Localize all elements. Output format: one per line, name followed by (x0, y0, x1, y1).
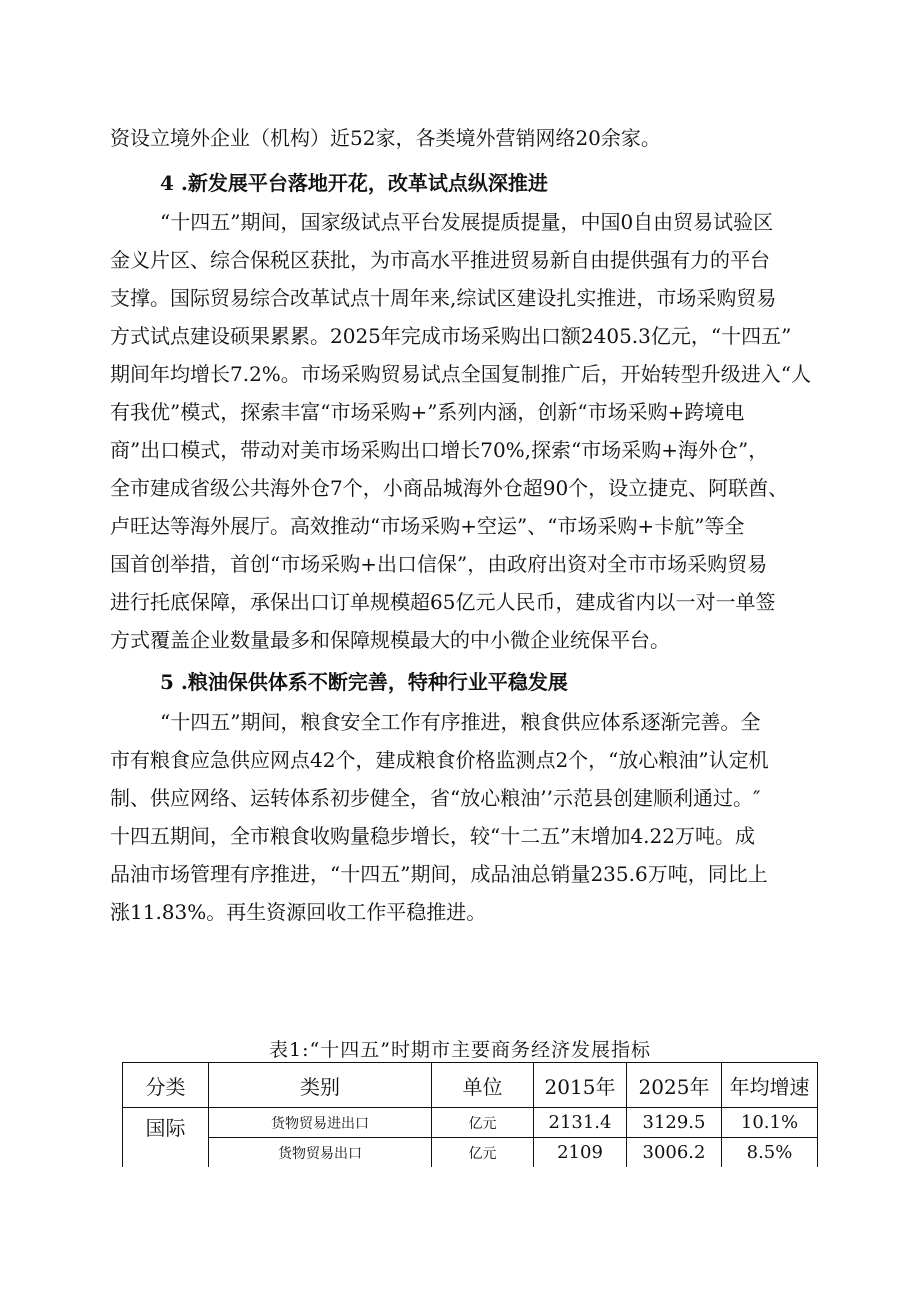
paragraph-line: 国首创举措，首创“市场采购+出口信保”，由政府出资对全市市场采购贸易 (110, 552, 768, 576)
paragraph-line: 方式覆盖企业数量最多和保障规模最大的中小微企业统保平台。 (110, 628, 670, 652)
section-heading-4: 4 .新发展平台落地开花，改革试点纵深推进 (160, 171, 548, 195)
paragraph-line: 卢旺达等海外展厅。高效推动“市场采购+空运”、“市场采购+卡航”等全 (110, 514, 745, 538)
section-heading-5: 5 .粮油保供体系不断完善，特种行业平稳发展 (160, 670, 568, 694)
table-cell: 2131.4 (534, 1108, 627, 1138)
paragraph-line: 品油市场管理有序推进，“十四五”期间，成品油总销量235.6万吨，同比上 (110, 862, 768, 886)
indicator-table (122, 1062, 818, 1167)
table-caption: 表1:“十四五”时期市主要商务经济发展指标 (269, 1039, 651, 1061)
table-cell: 货物贸易进出口 (209, 1108, 432, 1138)
header-cell: 类别 (209, 1063, 432, 1108)
table-cell: 8.5% (722, 1138, 818, 1168)
table-cell: 2109 (534, 1138, 627, 1168)
header-cell: 分类 (123, 1063, 209, 1108)
header-cell: 年均增速 (722, 1063, 818, 1108)
table-header-row (123, 1063, 818, 1108)
paragraph-line: 支撑。国际贸易综合改革试点十周年来,综试区建设扎实推进，市场采购贸易 (110, 286, 777, 310)
table-row (123, 1108, 818, 1138)
header-cell: 单位 (432, 1063, 534, 1108)
paragraph-line: 十四五期间，全市粮食收购量稳步增长，较“十二五”末增加4.22万吨。成 (110, 824, 755, 848)
header-cell: 2025年 (627, 1063, 722, 1108)
table-row (123, 1138, 818, 1168)
table-cell: 亿元 (432, 1108, 534, 1138)
table-cell: 亿元 (432, 1138, 534, 1168)
paragraph-line: 方式试点建设硕果累累。2025年完成市场采购出口额2405.3亿元，“十四五” (110, 324, 792, 348)
paragraph-line: “十四五”期间，国家级试点平台发展提质提量，中国0自由贸易试验区 (160, 210, 774, 234)
paragraph-line: 市有粮食应急供应网点42个，建成粮食价格监测点2个，“放心粮油”认定机 (110, 748, 769, 772)
paragraph-line: 资设立境外企业（机构）近52家，各类境外营销网络20余家。 (110, 126, 661, 150)
paragraph-line: 全市建成省级公共海外仓7个，小商品城海外仓超90个，设立捷克、阿联酋、 (110, 476, 789, 500)
paragraph-line: 期间年均增长7.2%。市场采购贸易试点全国复制推广后，开始转型升级进入“人 (110, 362, 812, 386)
header-cell: 2015年 (534, 1063, 627, 1108)
table-cell: 10.1% (722, 1108, 818, 1138)
table-cell: 货物贸易出口 (209, 1138, 432, 1168)
paragraph-line: 商”出口模式，带动对美市场采购出口增长70%,探索“市场采购+海外仓”， (110, 438, 769, 462)
group-cell: 国际 (123, 1108, 209, 1168)
paragraph-line: 涨11.83%。再生资源回收工作平稳推进。 (110, 900, 487, 924)
paragraph-line: 进行托底保障，承保出口订单规模超65亿元人民币，建成省内以一对一单签 (110, 590, 776, 614)
table-cell: 3129.5 (627, 1108, 722, 1138)
paragraph-line: 制、供应网络、运转体系初步健全，省“放心粮油’’示范县创建顺利通过。″ (110, 786, 761, 810)
paragraph-line: 金义片区、综合保税区获批，为市高水平推进贸易新自由提供强有力的平台 (110, 248, 770, 272)
table-cell: 3006.2 (627, 1138, 722, 1168)
paragraph-line: 有我优”模式，探索丰富“市场采购+”系列内涵，创新“市场采购+跨境电 (110, 400, 745, 424)
paragraph-line: “十四五”期间，粮食安全工作有序推进，粮食供应体系逐渐完善。全 (160, 710, 761, 734)
